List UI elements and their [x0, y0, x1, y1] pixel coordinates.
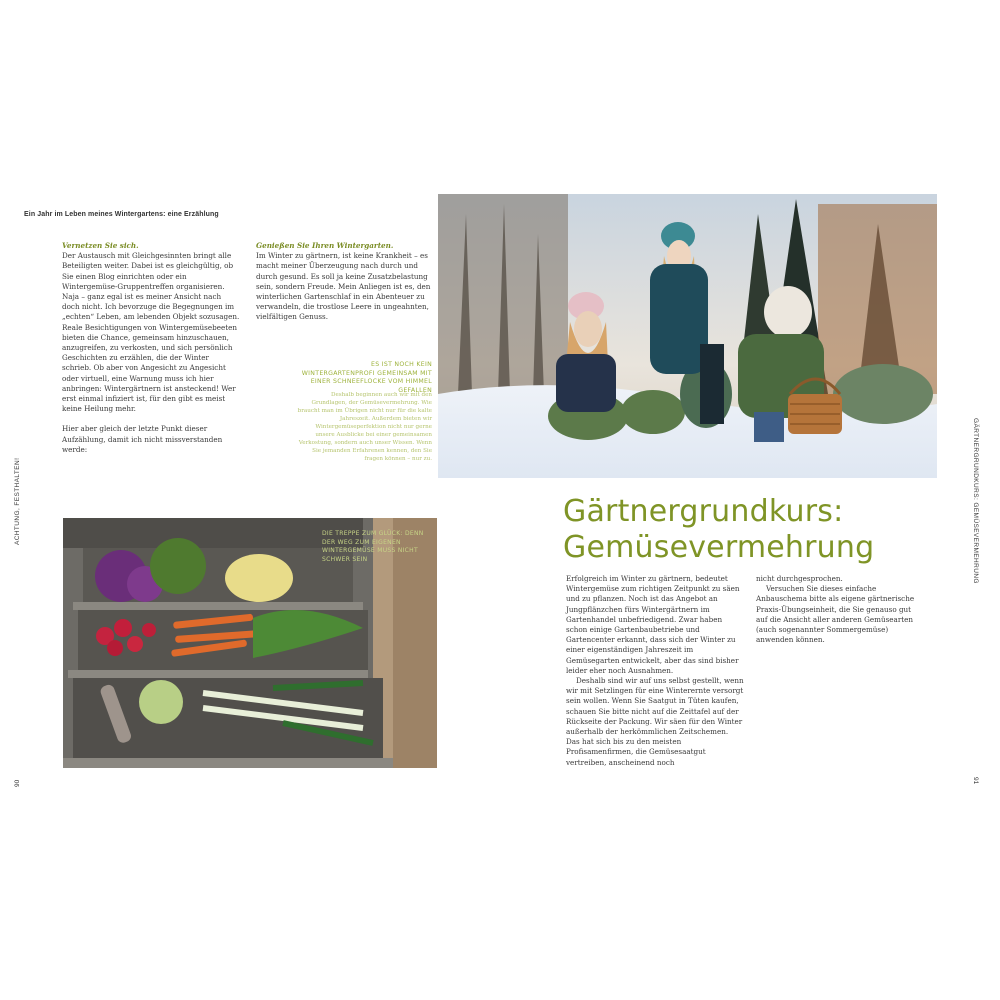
pull-quote-body: Deshalb beginnen auch wir mit den Grundlagen, der Gemüsevermehrung. Wie braucht man im Übrigen nicht nur für die kalte Jahreszeit. Außerdem bieten wir Wintergemüseperfektion nicht nur gerne unsere Ausblicke bei einer gemeinsamen Verkostung, sondern auch unser Wissen. Wenn Sie jemanden Erfahrenen kennen, den Sie fragen können – nur zu. — [297, 392, 432, 462]
col1-paragraph-1: Der Austausch mit Gleichgesinnten bringt alle Beteiligten weiter. Dabei ist es gleichgültig, ob Sie einen Blog einrichten oder ein Wintergemüse-Gruppentreffen organisieren. Naja – ganz egal ist es meiner Ansicht nach doch nicht. Ich bevorzuge die Begegnungen im „echten“ Leben, am lebenden Objekt sozusagen. Reale Besichtigungen von Wintergemüsebeeten bieten die Chance, gemeinsam hinzuschauen, anzugreifen, zu verkosten, und sich persönlich Geschichten zu erzählen, die der Winter schrieb. Ob aber von Angesicht zu Angesicht oder virtuell, eine Warnung muss ich hier anbringen: Wintergärtnern ist ansteckend! Wer erst einmal infiziert ist, für den gibt es meist keine Heilung mehr. — [62, 251, 240, 414]
headline-line-2: Gemüsevermehrung — [563, 530, 875, 565]
running-head: Ein Jahr im Leben meines Wintergartens: eine Erzählung — [24, 211, 219, 218]
photo-caption: DIE TREPPE ZUM GLÜCK: DENN DER WEG ZUM EIGENEN WINTERGEMÜSE MUSS NICHT SCHWER SEIN — [322, 530, 424, 563]
col3-paragraph-2: Deshalb sind wir auf uns selbst gestellt, wenn wir mit Setzlingen für eine Winterernte versorgt sein wollen. Wenn Sie Saatgut in Tüten kaufen, schauen Sie bitte nicht auf die Zeittafel auf der Rückseite der Packung. Wir säen für den Winter außerhalb der herkömmlichen Zeitschemen. Das hat sich bis zu den meisten Profisamenfirmen, die Gemüsesaatgut vertreiben, anscheinend noch — [566, 676, 744, 767]
col3-paragraph-1: Erfolgreich im Winter zu gärtnern, bedeutet Wintergemüse zum richtigen Zeitpunkt zu säen und zu pflanzen. Noch ist das Angebot an Jungpflänzchen fürs Wintergärtnern im Gartenhandel unbefriedigend. Zwar haben schon einige Gartenbaubetriebe und Gartencenter erkannt, dass sich der Winter zu einer eigenständigen Jahreszeit im Gemüsegarten entwickelt, aber das sind bisher leider eher noch Ausnahmen. — [566, 574, 740, 675]
side-tab-right: GÄRTNERGRUNDKURS: GEMÜSEVERMEHRUNG — [972, 418, 979, 584]
col2-heading: Genießen Sie Ihren Wintergarten. — [256, 241, 394, 250]
right-column-2 — [756, 574, 916, 645]
left-column-2 — [256, 241, 436, 323]
col2-paragraph-1: Im Winter zu gärtnern, ist keine Krankheit – es macht meiner Überzeugung nach durch und durch gesund. Es soll ja keine Zusatzbelastung sein, sondern Freude. Mein Anliegen ist es, den winterlichen Gartenschlaf in ein Abenteuer zu verwandeln, die trostlose Leere in ungeahnten, vielfältigen Genuss. — [256, 251, 431, 322]
headline-line-1: Gärtnergrundkurs: — [563, 494, 844, 529]
winter-garden-photo — [438, 194, 937, 478]
page-number-left: 90 — [14, 779, 21, 787]
page-number-right: 91 — [972, 777, 979, 785]
col4-paragraph-1: nicht durchgesprochen. — [756, 574, 843, 583]
right-column-1 — [566, 574, 744, 768]
side-tab-left: ACHTUNG, FESTHALTEN! — [14, 457, 21, 545]
left-column-1 — [62, 241, 240, 455]
col4-paragraph-2: Versuchen Sie dieses einfache Anbauschema bitte als eigene gärtnerische Praxis-Übungseinheit, die Sie genauso gut auf die Ansicht aller anderen Gemüsearten (auch sogenannter Sommergemüse) anwenden können. — [756, 584, 915, 645]
chapter-headline — [563, 494, 943, 566]
col1-heading: Vernetzen Sie sich. — [62, 241, 139, 250]
col1-paragraph-2: Hier aber gleich der letzte Punkt dieser Aufzählung, damit ich nicht missverstanden werde: — [62, 424, 223, 454]
pull-quote: ES IST NOCH KEIN WINTERGARTENPROFI GEMEINSAM MIT EINER SCHNEEFLOCKE VOM HIMMEL GEFALLEN — [301, 361, 432, 394]
